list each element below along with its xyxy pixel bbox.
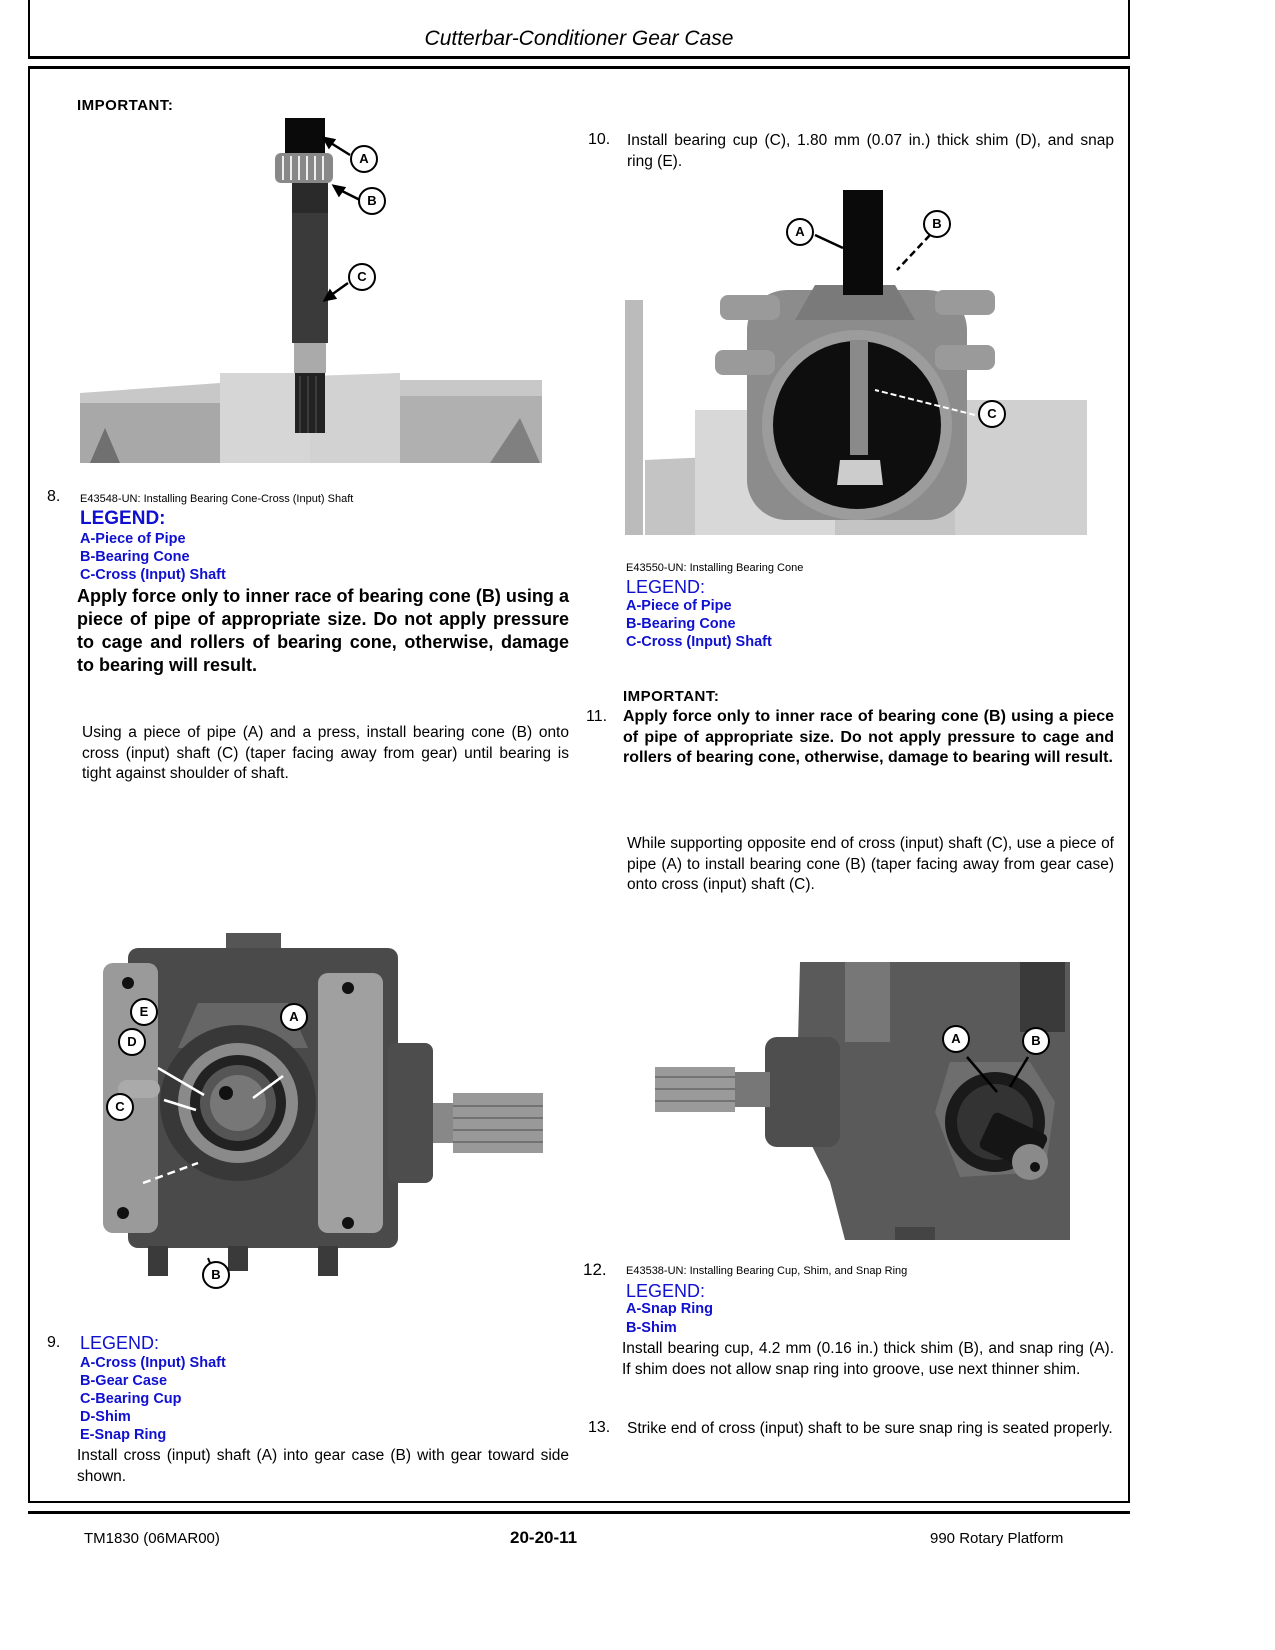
legend-item: B-Gear Case <box>80 1373 168 1389</box>
step-12-instructions: Install bearing cup, 4.2 mm (0.16 in.) thick shim (B), and snap ring (A). If shim does not allow snap ring into groove, use next thinner shim. <box>622 1340 1114 1378</box>
legend-title: LEGEND: <box>626 577 706 597</box>
figure-caption: E43538-UN: Installing Bearing Cup, Shim, and Snap Ring <box>626 1265 908 1277</box>
legend-item: A-Piece of Pipe <box>626 598 732 614</box>
important-label: IMPORTANT: <box>623 688 720 705</box>
callout-b: B <box>358 187 386 215</box>
shaft-photo-illustration <box>80 118 542 463</box>
legend-list <box>80 1354 226 1444</box>
figure-caption: E43550-UN: Installing Bearing Cone <box>626 562 804 574</box>
gear-case-side-photo-illustration <box>650 962 1070 1240</box>
legend-title: LEGEND: <box>80 1333 160 1353</box>
footer-product: 990 Rotary Platform <box>930 1530 1064 1547</box>
legend-item: B-Shim <box>626 1320 677 1336</box>
step-12-number: 12. <box>583 1260 607 1279</box>
callout-c: C <box>348 263 376 291</box>
footer-page-number: 20-20-11 <box>510 1528 578 1547</box>
legend-item: A-Snap Ring <box>626 1301 713 1317</box>
step-9-instructions: Install cross (input) shaft (A) into gear case (B) with gear toward side shown. <box>77 1447 569 1485</box>
callout-a: A <box>280 1003 308 1031</box>
step-10-number: 10. <box>588 131 611 148</box>
footer-doc-id: TM1830 (06MAR00) <box>84 1530 220 1547</box>
callout-c: C <box>106 1093 134 1121</box>
step-11-instructions: While supporting opposite end of cross (input) shaft (C), use a piece of pipe (A) to install bearing cone (B) (taper facing away from gear case) onto cross (input) shaft (C). <box>627 835 1114 893</box>
step-13-number: 13. <box>588 1419 611 1436</box>
callout-a: A <box>942 1025 970 1053</box>
callout-e: E <box>130 998 158 1026</box>
legend-list <box>80 530 226 584</box>
important-warning-text: Apply force only to inner race of bearing cone (B) using a piece of pipe of appropriate size. Do not apply pressure to cage and rollers of bearing cone, otherwise, damage to bearing will result. <box>623 708 1114 766</box>
legend-item: B-Bearing Cone <box>626 616 736 632</box>
legend-title: LEGEND: <box>626 1281 706 1301</box>
legend-list <box>626 1300 713 1338</box>
step-10-instructions: Install bearing cup (C), 1.80 mm (0.07 in.) thick shim (D), and snap ring (E). <box>627 132 1114 170</box>
figure-installing-bearing-cone <box>625 190 1087 535</box>
figure-gear-case-shaft-installed <box>98 928 543 1288</box>
legend-item: B-Bearing Cone <box>80 549 190 565</box>
callout-b: B <box>923 210 951 238</box>
important-warning-text: Apply force only to inner race of bearing cone (B) using a piece of pipe of appropriate size. Do not apply pressure to cage and rollers of bearing cone, otherwise, damage to bearing will result. <box>77 586 569 675</box>
figure-bearing-cone-shaft <box>80 118 542 463</box>
step-8-instructions: Using a piece of pipe (A) and a press, install bearing cone (B) onto cross (input) shaft (C) (taper facing away from gear) until bearing is tight against shoulder of shaft. <box>82 724 569 782</box>
legend-item: A-Cross (Input) Shaft <box>80 1355 226 1371</box>
step-9-number: 9. <box>47 1334 61 1351</box>
legend-item: C-Cross (Input) Shaft <box>626 634 772 650</box>
gear-case-open-photo-illustration <box>625 190 1087 535</box>
callout-d: D <box>118 1028 146 1056</box>
important-label: IMPORTANT: <box>77 97 174 114</box>
figure-caption: E43548-UN: Installing Bearing Cone-Cross (Input) Shaft <box>80 493 354 505</box>
callout-c: C <box>978 400 1006 428</box>
callout-b: B <box>202 1261 230 1289</box>
step-13-instructions: Strike end of cross (input) shaft to be sure snap ring is seated properly. <box>627 1420 1113 1437</box>
legend-item: C-Cross (Input) Shaft <box>80 567 226 583</box>
step-8-number: 8. <box>47 488 61 505</box>
callout-a: A <box>786 218 814 246</box>
legend-list <box>626 597 772 651</box>
legend-item: E-Snap Ring <box>80 1427 167 1443</box>
legend-item: D-Shim <box>80 1409 131 1425</box>
callout-b: B <box>1022 1027 1050 1055</box>
footer-divider <box>28 1511 1130 1514</box>
legend-item: A-Piece of Pipe <box>80 531 186 547</box>
callout-a: A <box>350 145 378 173</box>
legend-title: LEGEND: <box>80 508 166 529</box>
figure-installing-bearing-cup-shim-snap-ring <box>650 962 1070 1240</box>
page-title: Cutterbar-Conditioner Gear Case <box>424 27 734 50</box>
legend-item: C-Bearing Cup <box>80 1391 182 1407</box>
step-11-number: 11. <box>586 708 608 725</box>
gear-case-photo-illustration <box>98 928 543 1288</box>
